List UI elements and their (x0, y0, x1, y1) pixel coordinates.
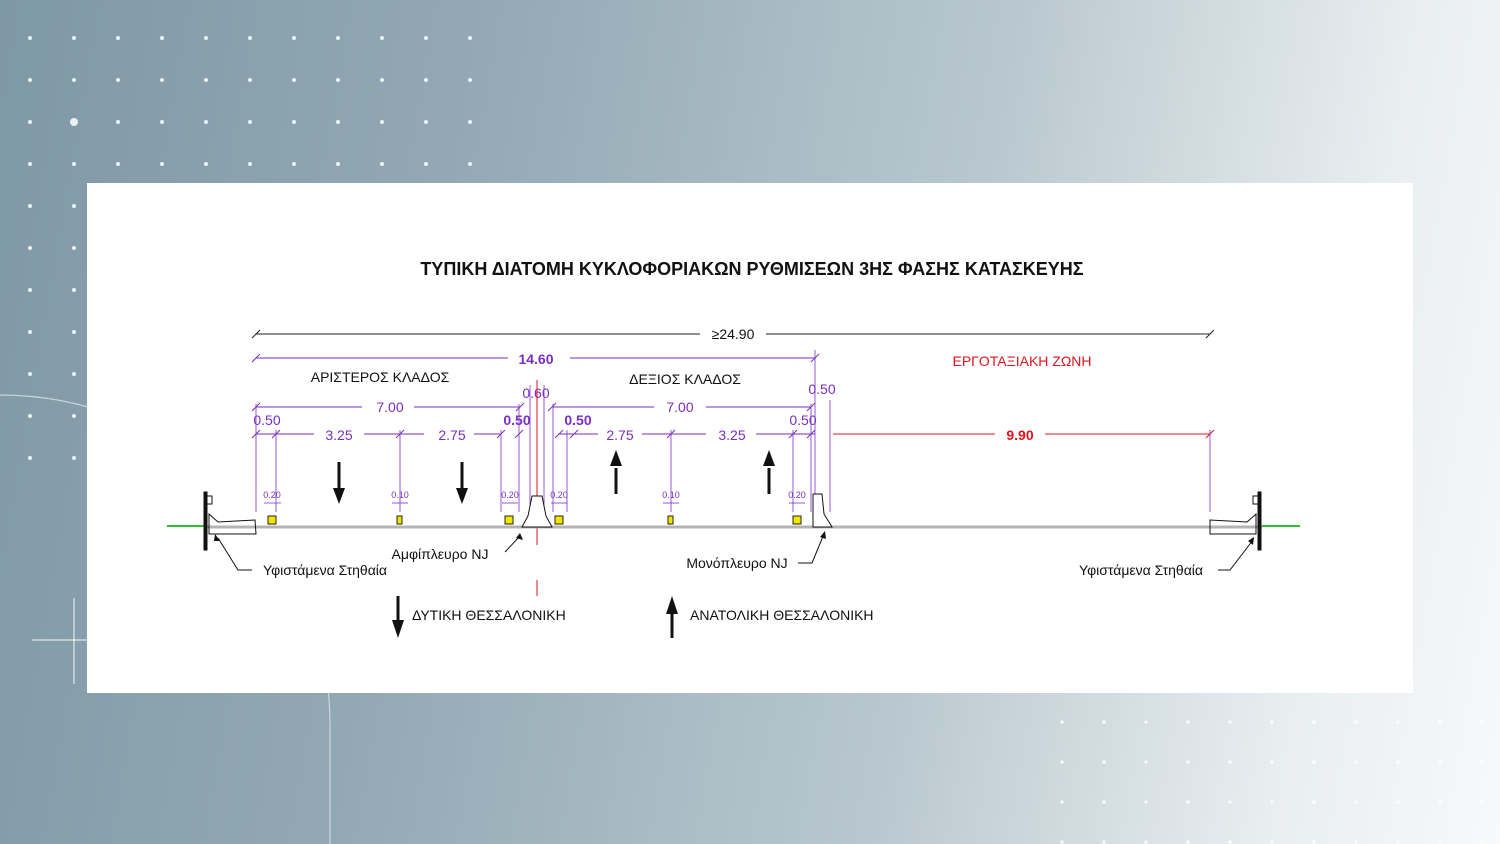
dot-decoration (160, 78, 164, 82)
total-width-label: ≥24.90 (711, 326, 755, 342)
dot-decoration (28, 456, 32, 460)
dot-decoration (1396, 840, 1400, 844)
single-nj-arrowhead (820, 531, 826, 539)
dot-decoration (28, 288, 32, 292)
dot-decoration (1144, 800, 1148, 804)
dot-decoration (1396, 800, 1400, 804)
dot-decoration (1354, 760, 1358, 764)
dot-decoration (1354, 720, 1358, 724)
dot-decoration (1102, 720, 1106, 724)
dot-decoration (204, 78, 208, 82)
dot-decoration (160, 162, 164, 166)
dot-decoration (28, 246, 32, 250)
dot-decoration (292, 78, 296, 82)
left-branch-label: ΑΡΙΣΤΕΡΟΣ ΚΛΑΔΟΣ (310, 369, 450, 385)
barrier-right-label: Υφιστάμενα Στηθαία (1079, 562, 1203, 578)
dot-decoration (292, 36, 296, 40)
up-arrow-icon (666, 596, 678, 638)
dot-decoration (336, 162, 340, 166)
dot-decoration (72, 414, 76, 418)
legend-east (666, 596, 874, 638)
dot-decoration (72, 78, 76, 82)
dot-decoration (1102, 760, 1106, 764)
dot-decoration (468, 78, 472, 82)
dot-decoration (72, 372, 76, 376)
small-dim-0: 0.20 (263, 490, 281, 500)
dot-decoration (1228, 720, 1232, 724)
dot-decoration (248, 36, 252, 40)
dot-decoration (1228, 840, 1232, 844)
small-dim-4: 0.10 (662, 490, 680, 500)
dot-decoration (1228, 760, 1232, 764)
dot-decoration (380, 162, 384, 166)
dot-decoration (1312, 800, 1316, 804)
dot-decoration (1480, 840, 1484, 844)
dot-decoration (1270, 800, 1274, 804)
dot-decoration (1480, 800, 1484, 804)
lane-dim-3: 0.50 (503, 412, 531, 428)
dot-decoration (1228, 800, 1232, 804)
dot-decoration (292, 162, 296, 166)
dot-decoration (1312, 720, 1316, 724)
left-branch-width-label: 7.00 (376, 399, 404, 415)
dot-decoration (160, 120, 164, 124)
dot-decoration (28, 414, 32, 418)
dot-decoration (1438, 800, 1442, 804)
dot-decoration (1144, 720, 1148, 724)
dot-decoration (116, 162, 120, 166)
dot-decoration (1186, 840, 1190, 844)
dot-decoration (336, 120, 340, 124)
double-sided-nj-barrier (522, 496, 552, 527)
dot-decoration (72, 288, 76, 292)
small-dim-5: 0.20 (788, 490, 806, 500)
dot-decoration (1396, 720, 1400, 724)
cross-section-drawing (87, 183, 1413, 693)
dot-decoration (1480, 720, 1484, 724)
legend-west-label: ΔΥΤΙΚΗ ΘΕΣΣΑΛΟΝΙΚΗ (412, 607, 566, 623)
dot-decoration (1144, 840, 1148, 844)
dot-decoration (248, 120, 252, 124)
dot-decoration (468, 162, 472, 166)
lane-dim-1: 3.25 (325, 427, 353, 443)
small-dim-1: 0.10 (391, 490, 409, 500)
dot-decoration (380, 78, 384, 82)
work-zone-width-label: 9.90 (1006, 427, 1034, 443)
dot-decoration (70, 118, 78, 126)
barrier-left-label: Υφιστάμενα Στηθαία (263, 562, 387, 578)
dot-decoration (160, 36, 164, 40)
dot-decoration (1438, 720, 1442, 724)
dot-decoration (424, 36, 428, 40)
drawing-panel (87, 183, 1413, 693)
dot-decoration (1102, 840, 1106, 844)
small-dim-2: 0.20 (501, 490, 519, 500)
dot-decoration (1270, 720, 1274, 724)
dot-decoration (204, 162, 208, 166)
lane-dim-2: 2.75 (438, 427, 466, 443)
dot-decoration (72, 162, 76, 166)
dot-decoration (28, 78, 32, 82)
dot-decoration (72, 330, 76, 334)
lane-dim-7: 0.50 (789, 412, 817, 428)
dot-decoration (468, 120, 472, 124)
dot-decoration (72, 246, 76, 250)
right-branch-width-label: 7.00 (666, 399, 694, 415)
right-shoulder-top-label: 0.50 (808, 381, 836, 397)
dot-decoration (424, 120, 428, 124)
dot-decoration (336, 36, 340, 40)
dot-decoration (1438, 840, 1442, 844)
dot-decoration (380, 120, 384, 124)
dot-decoration (424, 78, 428, 82)
dot-decoration (1312, 760, 1316, 764)
dot-decoration (292, 120, 296, 124)
dot-decoration (1270, 760, 1274, 764)
single-nj-label: Μονόπλευρο NJ (686, 555, 788, 571)
down-arrow-icon (392, 596, 404, 638)
dot-decoration (1186, 760, 1190, 764)
dot-decoration (1060, 800, 1064, 804)
median-width-label: 0.60 (522, 385, 550, 401)
dot-decoration (204, 120, 208, 124)
dot-decoration (1396, 760, 1400, 764)
right-branch-label: ΔΕΞΙΟΣ ΚΛΑΔΟΣ (629, 371, 741, 387)
lane-dim-0: 0.50 (253, 412, 281, 428)
work-zone-label: ΕΡΓΟΤΑΞΙΑΚΗ ΖΩΝΗ (952, 353, 1092, 369)
dot-decoration (1354, 840, 1358, 844)
dot-decoration (1438, 760, 1442, 764)
dot-decoration (28, 162, 32, 166)
dot-decoration (72, 456, 76, 460)
barrier-left-arrowhead (214, 534, 220, 541)
dot-decoration (1312, 840, 1316, 844)
dot-decoration (468, 36, 472, 40)
legend-west (392, 596, 566, 638)
existing-barrier-left (204, 492, 256, 550)
small-dim-3: 0.20 (550, 490, 568, 500)
carriageway-width-label: 14.60 (518, 351, 554, 367)
branch-width-dimensions (252, 403, 815, 411)
dot-decoration (116, 78, 120, 82)
dot-decoration (248, 162, 252, 166)
dot-decoration (336, 78, 340, 82)
legend-east-label: ΑΝΑΤΟΛΙΚΗ ΘΕΣΣΑΛΟΝΙΚΗ (690, 607, 874, 623)
single-sided-nj-barrier (813, 494, 832, 527)
dot-decoration (1186, 800, 1190, 804)
dot-decoration (72, 36, 76, 40)
dot-decoration (28, 204, 32, 208)
dot-decoration (1102, 800, 1106, 804)
drawing-title: ΤΥΠΙΚΗ ΔΙΑΤΟΜΗ ΚΥΚΛΟΦΟΡΙΑΚΩΝ ΡΥΘΜΙΣΕΩΝ 3ΗΣ ΦΑΣΗΣ ΚΑΤΑΣΚΕΥΗΣ (420, 259, 1084, 279)
dot-decoration (1060, 840, 1064, 844)
dot-decoration (204, 36, 208, 40)
lane-dim-4: 0.50 (564, 412, 592, 428)
lane-dim-5: 2.75 (606, 427, 634, 443)
dot-decoration (1144, 760, 1148, 764)
dot-decoration (116, 36, 120, 40)
dot-decoration (1480, 760, 1484, 764)
dot-decoration (1060, 720, 1064, 724)
dot-decoration (28, 372, 32, 376)
dot-decoration (28, 36, 32, 40)
lane-dim-6: 3.25 (718, 427, 746, 443)
dot-decoration (424, 162, 428, 166)
dot-decoration (1186, 720, 1190, 724)
double-nj-label: Αμφίπλευρο NJ (391, 546, 489, 562)
dot-decoration (1060, 760, 1064, 764)
dot-decoration (72, 204, 76, 208)
dot-decoration (28, 120, 32, 124)
dot-decoration (380, 36, 384, 40)
dot-decoration (248, 78, 252, 82)
barrier-right-arrowhead (1248, 537, 1254, 545)
dot-grid-decoration-bottom-right (1060, 720, 1484, 844)
dot-decoration (116, 120, 120, 124)
dot-decoration (1354, 800, 1358, 804)
dot-decoration (1270, 840, 1274, 844)
dot-decoration (28, 330, 32, 334)
